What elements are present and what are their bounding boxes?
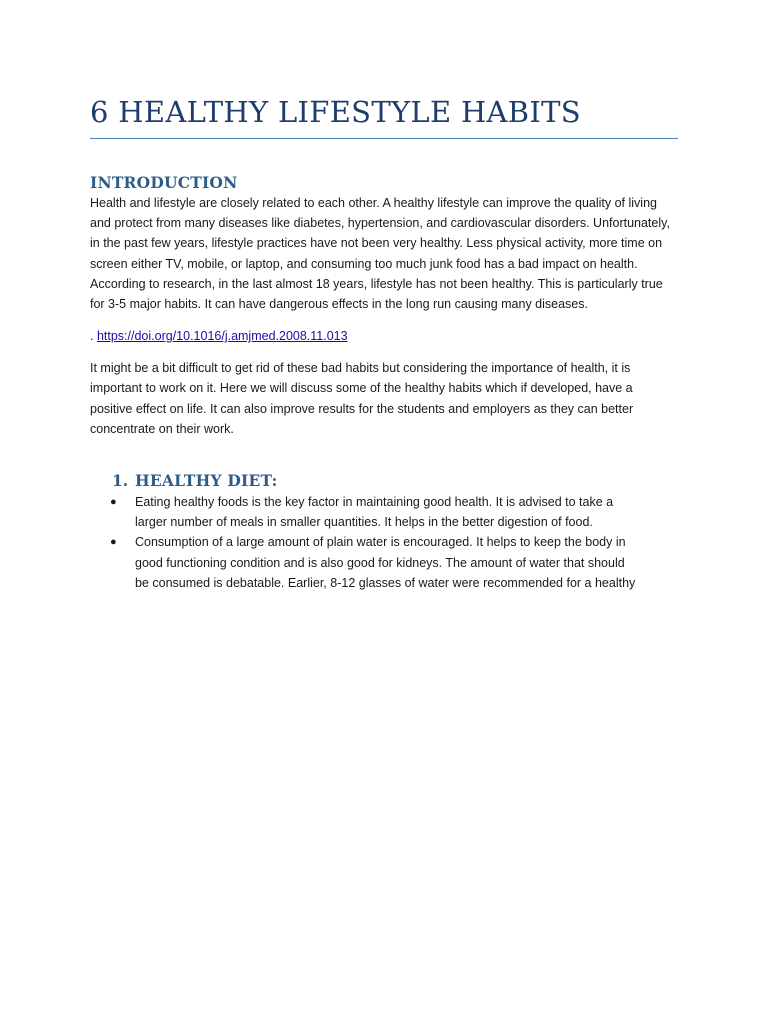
list-item [90,492,678,532]
reference-prefix: . [90,329,97,344]
healthy-diet-bullet-list [90,492,678,593]
title-underline [90,138,678,139]
section-number: 1. [112,471,129,491]
bullet-text: Eating healthy foods is the key factor in maintaining good health. It is advised to take a larger number of meals in smaller quantities. It helps in the better digestion of food. [135,495,614,530]
document-page [90,92,678,593]
reference-line [90,326,678,346]
introduction-heading: INTRODUCTION [90,173,238,192]
bullet-icon: ● [110,496,117,509]
importance-paragraph: It might be a bit difficult to get rid of these bad habits but considering the importance of health, it is important to work on it. Here we will discuss some of the healthy habits which if developed, have a positive effect on life. It can also improve results for the students and employers as they can better concentrate on their work. [90,361,634,436]
bullet-text: Consumption of a large amount of plain water is encouraged. It helps to keep the body in good functioning condition and is also good for kidneys. The amount of water that should be consumed is debatable. Earlier, 8-12 glasses of water were recommended for a healthy [135,535,636,590]
section-title: HEALTHY DIET: [135,471,278,491]
list-item [90,532,678,593]
reference-doi-link[interactable]: https://doi.org/10.1016/j.amjmed.2008.11.013 [96,329,348,344]
bullet-icon: ● [110,536,117,549]
introduction-paragraph: Health and lifestyle are closely related to each other. A healthy lifestyle can improve the quality of living and protect from many diseases like diabetes, hypertension, and cardiovascular disorders. Unfortunately, in the past few years, lifestyle practices have not been very healthy. Less physical activity, more time on screen either TV, mobile, or laptop, and consuming too much junk food has a bad impact on health. According to research, in the last almost 18 years, lifestyle has not been healthy. This is particularly true for 3-5 major habits. It can have dangerous effects in the long run causing many diseases. [90,196,670,312]
section-healthy-diet-heading [90,471,678,490]
document-title: 6 HEALTHY LIFESTYLE HABITS [90,95,581,129]
